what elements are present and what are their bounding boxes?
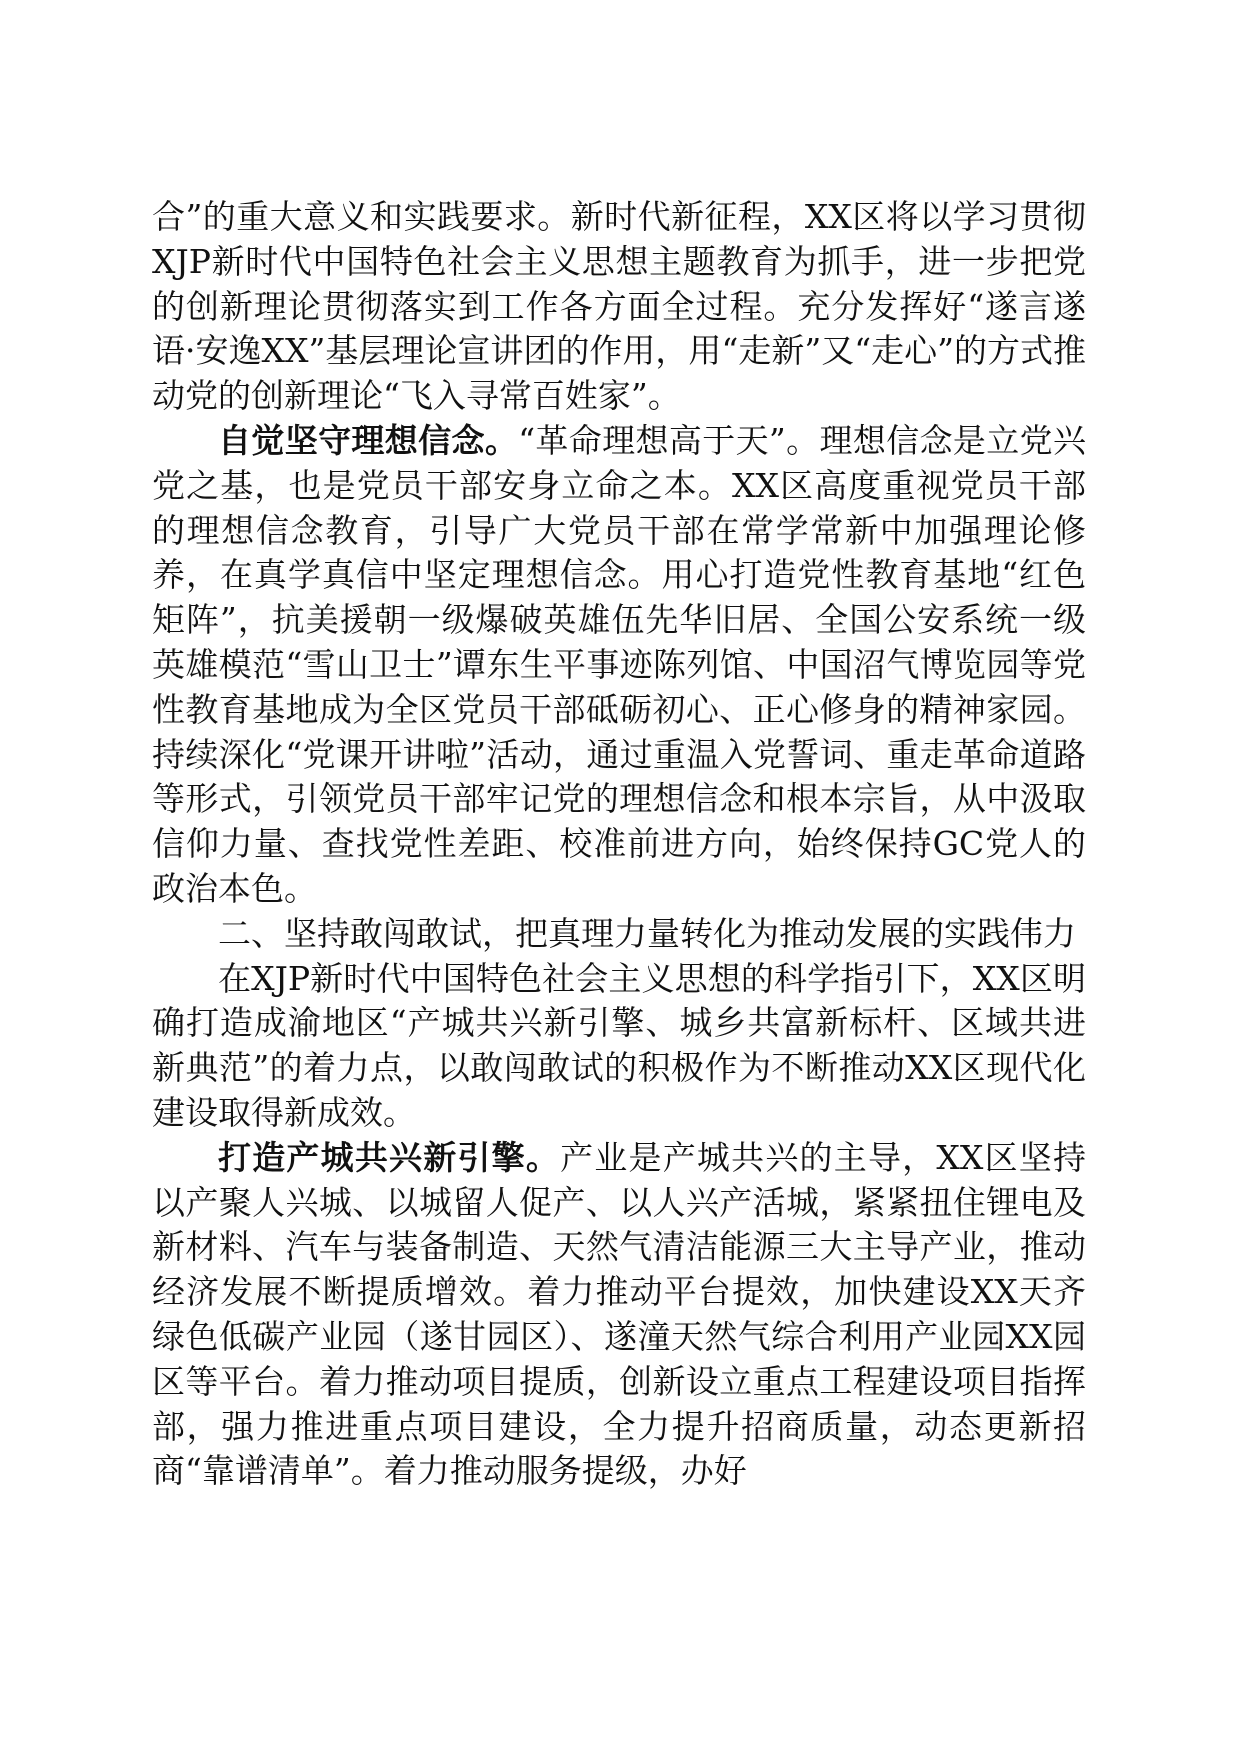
paragraph-ideals-beliefs	[152, 419, 1086, 912]
paragraph-text: 产业是产城共兴的主导，XX区坚持以产聚人兴城、以城留人促产、以人兴产活城，紧紧扭住锂电及新材料、汽车与装备制造、天然气清洁能源三大主导产业，推动经济发展不断提质增效。着力推动平台提效，加快建设XX天齐绿色低碳产业园（遂甘园区）、遂潼天然气综合利用产业园XX园区等平台。着力推动项目提质，创新设立重点工程建设项目指挥部，强力推进重点项目建设，全力提升招商质量，动态更新招商“靠谱清单”。着力推动服务提级，办好	[152, 1137, 1086, 1491]
paragraph-theory-implementation	[152, 195, 1086, 419]
paragraph-text: “革命理想高于天”。理想信念是立党兴党之基，也是党员干部安身立命之本。XX区高度重视党员干部的理想信念教育，引导广大党员干部在常学常新中加强理论修养，在真学真信中坚定理想信念。用心打造党性教育基地“红色矩阵”，抗美援朝一级爆破英雄伍先华旧居、全国公安系统一级英雄模范“雪山卫士”谭东生平事迹陈列馆、中国沼气博览园等党性教育基地成为全区党员干部砥砺初心、正心修身的精神家园。持续深化“党课开讲啦”活动，通过重温入党誓词、重走革命道路等形式，引领党员干部牢记党的理想信念和根本宗旨，从中汲取信仰力量、查找党性差距、校准前进方向，始终保持GC党人的政治本色。	[152, 420, 1086, 908]
paragraph-text: 合”的重大意义和实践要求。新时代新征程，XX区将以学习贯彻XJP新时代中国特色社会主义思想主题教育为抓手，进一步把党的创新理论贯彻落实到工作各方面全过程。充分发挥好“遂言遂语·安逸XX”基层理论宣讲团的作用，用“走新”又“走心”的方式推动党的创新理论“飞入寻常百姓家”。	[152, 197, 1086, 416]
paragraph-lead-heading: 打造产城共兴新引擎。	[218, 1137, 561, 1177]
paragraph-lead-heading: 自觉坚守理想信念。	[218, 420, 519, 460]
section-heading-two	[152, 912, 1086, 957]
paragraph-text: 在XJP新时代中国特色社会主义思想的科学指引下，XX区明确打造成渝地区“产城共兴新引擎、城乡共富新标杆、区域共进新典范”的着力点，以敢闯敢试的积极作为不断推动XX区现代化建设取得新成效。	[152, 958, 1086, 1132]
document-page	[152, 195, 1086, 1494]
paragraph-section-intro	[152, 957, 1086, 1136]
paragraph-industry-engine	[152, 1136, 1086, 1494]
section-heading-text: 二、坚持敢闯敢试，把真理力量转化为推动发展的实践伟力	[218, 913, 1076, 953]
